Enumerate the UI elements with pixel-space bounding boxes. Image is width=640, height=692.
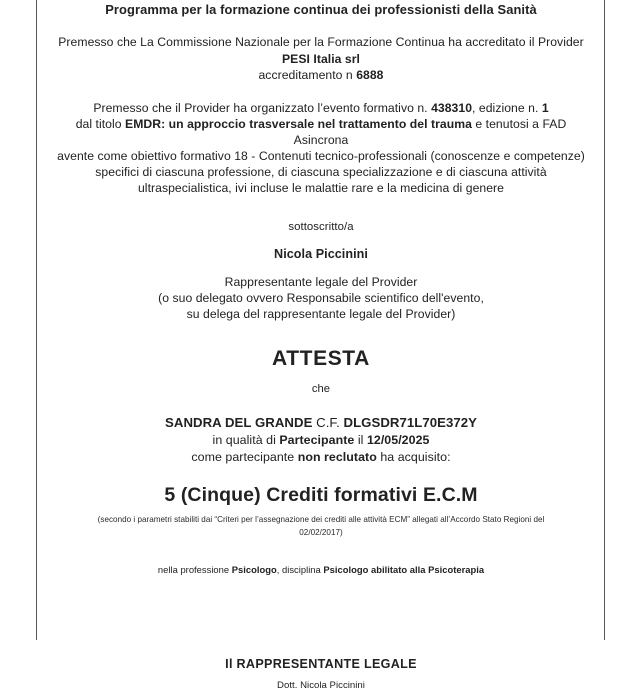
spacer	[42, 235, 600, 246]
page-title: Programma per la formazione continua dei professionisti della Sanità	[105, 2, 537, 17]
spacer	[42, 539, 600, 563]
quality-mid: il	[354, 433, 367, 448]
profession-middle: , disciplina	[276, 564, 324, 576]
accreditation-number: 6888	[356, 67, 384, 82]
spacer	[42, 371, 600, 382]
spacer	[42, 466, 600, 483]
accreditation-intro-line: Premesso che La Commissione Nazionale per la Formazione Continua ha accreditato il Provider	[58, 35, 584, 50]
event-edition-number: 1	[541, 100, 549, 115]
spacer	[42, 608, 600, 639]
signatory-role-line-2: (o suo delegato ovvero Responsabile scientifico dell'evento,	[158, 291, 484, 306]
event-objective-line-1: avente come obiettivo formativo 18 - Contenuti tecnico-professionali (conoscenze e competenze)	[57, 149, 585, 164]
event-objective-line-3: ultraspecialistica, ivi incluse le malattie rare e la medicina di genere	[137, 181, 504, 196]
credits-fineprint-line-1: (secondo i parametri stabiliti dai “Criteri per l’assegnazione dei crediti alle attività ECM” allegati all’Accordo Stato Regioni del	[97, 515, 545, 525]
spacer	[42, 322, 600, 346]
participant-identity-line	[42, 414, 600, 432]
signatory-name: Nicola Piccinini	[274, 247, 368, 262]
event-title-line	[42, 116, 600, 132]
quality-role: Partecipante	[279, 433, 355, 448]
sottoscritto-label: sottoscritto/a	[288, 221, 354, 234]
quality-date: 12/05/2025	[366, 433, 430, 448]
participant-name: SANDRA DEL GRANDE	[165, 415, 313, 431]
spacer	[42, 263, 600, 274]
certificate-content	[38, 0, 604, 692]
participant-cf-label: C.F.	[312, 415, 344, 431]
page-left-rule	[36, 0, 37, 640]
event-title-suffix: e tenutosi a FAD	[471, 116, 567, 131]
spacer	[42, 196, 600, 220]
quality-prefix: in qualità di	[212, 433, 280, 448]
signature-title: Il RAPPRESENTANTE LEGALE	[225, 656, 417, 671]
recruit-suffix: ha acquisito:	[376, 450, 451, 465]
provider-name: PESI Italia srl	[282, 51, 360, 66]
accreditation-label: accreditamento n	[258, 67, 357, 82]
spacer	[42, 17, 600, 34]
che-label: che	[311, 383, 331, 396]
discipline-name: Psicologo abilitato alla Psicoterapia	[323, 564, 485, 576]
signatory-role-line-1: Rappresentante legale del Provider	[224, 274, 418, 289]
page-right-rule	[604, 0, 605, 640]
credits-amount: 5 (Cinque) Crediti formativi E.C.M	[164, 483, 478, 506]
spacer	[42, 397, 600, 414]
attesta-heading: ATTESTA	[272, 347, 370, 371]
signatory-role-line-3: su delega del rappresentante legale del Provider)	[186, 307, 456, 322]
spacer	[42, 507, 600, 514]
event-title-prefix: dal titolo	[75, 116, 126, 131]
event-title: EMDR: un approccio trasversale nel trattamento del trauma	[125, 116, 472, 131]
profession-prefix: nella professione	[157, 564, 232, 576]
event-number-line	[42, 100, 600, 116]
spacer	[42, 639, 600, 656]
profession-name: Psicologo	[231, 564, 277, 576]
profession-line	[42, 563, 600, 576]
spacer	[42, 577, 600, 608]
participant-quality-line	[42, 432, 600, 449]
accreditation-number-line	[42, 67, 600, 83]
participant-recruit-line	[42, 449, 600, 466]
event-line-prefix: Premesso che il Provider ha organizzato l’evento formativo n.	[93, 100, 432, 115]
spacer	[42, 83, 600, 100]
recruit-prefix: come partecipante	[191, 450, 298, 465]
recruit-status: non reclutato	[297, 450, 377, 465]
spacer	[42, 672, 600, 679]
signature-name: Dott. Nicola Piccinini	[277, 679, 365, 691]
event-mode-line: Asincrona	[293, 132, 349, 147]
event-objective-line-2: specifici di ciascuna professione, di ciascuna specializzazione e di ciascuna attività	[95, 165, 547, 180]
event-line-middle: , edizione n.	[472, 100, 542, 115]
event-number: 438310	[431, 100, 473, 115]
credits-fineprint-line-2: 02/02/2017)	[299, 527, 343, 537]
participant-cf-code: DLGSDR71L70E372Y	[343, 415, 477, 431]
